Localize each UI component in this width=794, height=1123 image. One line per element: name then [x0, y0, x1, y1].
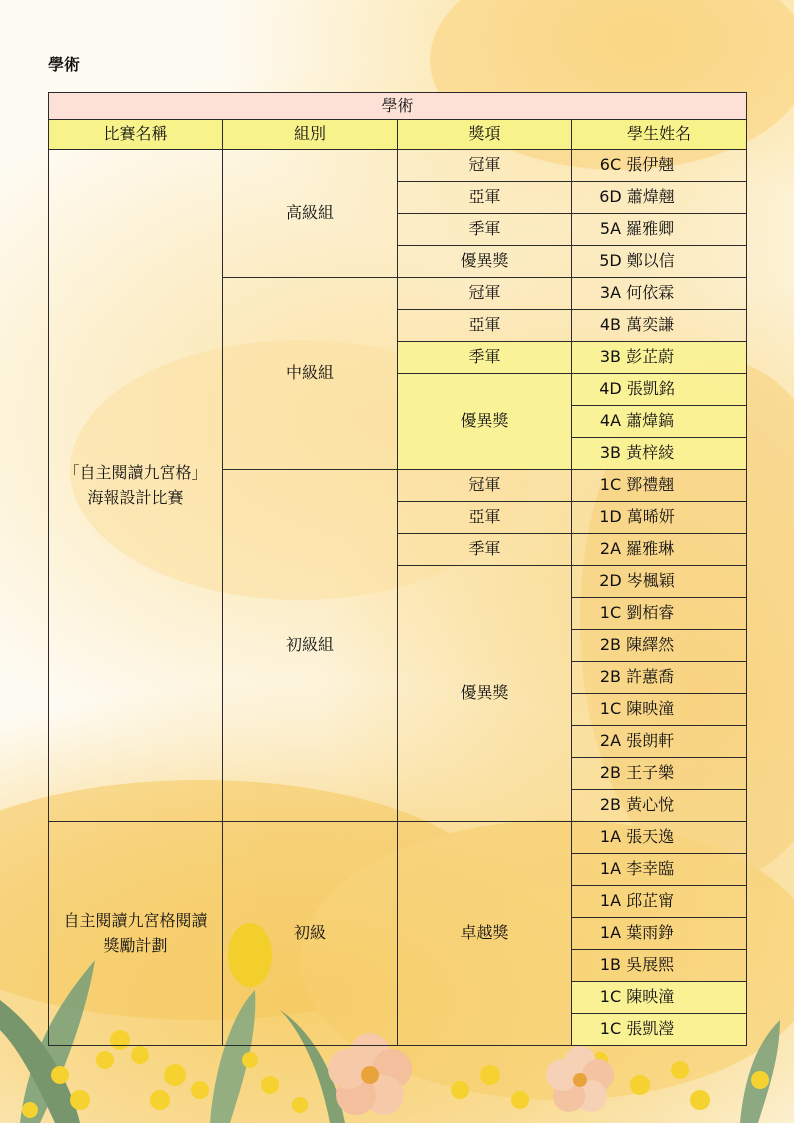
award-name: 優異獎 [398, 565, 572, 821]
student-name: 2A 張朗軒 [572, 725, 747, 757]
award-name: 冠軍 [398, 149, 572, 181]
student-name: 3B 彭芷蔚 [572, 341, 747, 373]
award-name: 亞軍 [398, 181, 572, 213]
student-name: 6D 蕭煒翹 [572, 181, 747, 213]
student-name: 2B 王子樂 [572, 757, 747, 789]
group-name: 高級組 [223, 149, 398, 277]
student-name: 1A 葉雨錚 [572, 917, 747, 949]
student-name: 2B 陳繹然 [572, 629, 747, 661]
column-header-group: 組別 [223, 119, 398, 149]
student-name: 4D 張凱銘 [572, 373, 747, 405]
award-name: 冠軍 [398, 469, 572, 501]
student-name: 1B 吳展熙 [572, 949, 747, 981]
column-header-student: 學生姓名 [572, 119, 747, 149]
competition-name: 「自主閱讀九宮格」海報設計比賽 [49, 149, 223, 821]
award-name: 優異獎 [398, 245, 572, 277]
page-heading: 學術 [48, 55, 81, 74]
student-name: 2D 岑楓穎 [572, 565, 747, 597]
student-name: 2B 黃心悅 [572, 789, 747, 821]
table-header-row [49, 119, 747, 149]
award-name: 冠軍 [398, 277, 572, 309]
award-name: 亞軍 [398, 501, 572, 533]
student-name: 1D 萬晞妍 [572, 501, 747, 533]
student-name: 1C 陳映潼 [572, 693, 747, 725]
student-name: 3A 何依霖 [572, 277, 747, 309]
award-name: 季軍 [398, 533, 572, 565]
award-name: 卓越獎 [398, 821, 572, 1045]
award-name: 優異獎 [398, 373, 572, 469]
table-row [49, 149, 747, 181]
column-header-competition: 比賽名稱 [49, 119, 223, 149]
award-name: 亞軍 [398, 309, 572, 341]
group-name: 初級組 [223, 469, 398, 821]
student-name: 1A 邱芷甯 [572, 885, 747, 917]
student-name: 2B 許蕙喬 [572, 661, 747, 693]
table-title-row [49, 93, 747, 120]
student-name: 2A 羅雅琳 [572, 533, 747, 565]
student-name: 1C 劉栢睿 [572, 597, 747, 629]
student-name: 1C 陳映潼 [572, 981, 747, 1013]
student-name: 4B 萬奕謙 [572, 309, 747, 341]
group-name: 中級組 [223, 277, 398, 469]
student-name: 4A 蕭煒鎬 [572, 405, 747, 437]
student-name: 6C 張伊翹 [572, 149, 747, 181]
column-header-award: 獎項 [398, 119, 572, 149]
student-name: 1A 張天逸 [572, 821, 747, 853]
student-name: 1A 李幸臨 [572, 853, 747, 885]
table-title: 學術 [49, 93, 747, 120]
group-name: 初級 [223, 821, 398, 1045]
student-name: 3B 黃梓綾 [572, 437, 747, 469]
competition-name: 自主閱讀九宮格閱讀獎勵計劃 [49, 821, 223, 1045]
student-name: 5D 鄭以信 [572, 245, 747, 277]
student-name: 1C 鄧禮翹 [572, 469, 747, 501]
award-name: 季軍 [398, 213, 572, 245]
award-name: 季軍 [398, 341, 572, 373]
student-name: 1C 張凱瀅 [572, 1013, 747, 1045]
awards-table [48, 92, 747, 1046]
student-name: 5A 羅雅卿 [572, 213, 747, 245]
table-row [49, 821, 747, 853]
